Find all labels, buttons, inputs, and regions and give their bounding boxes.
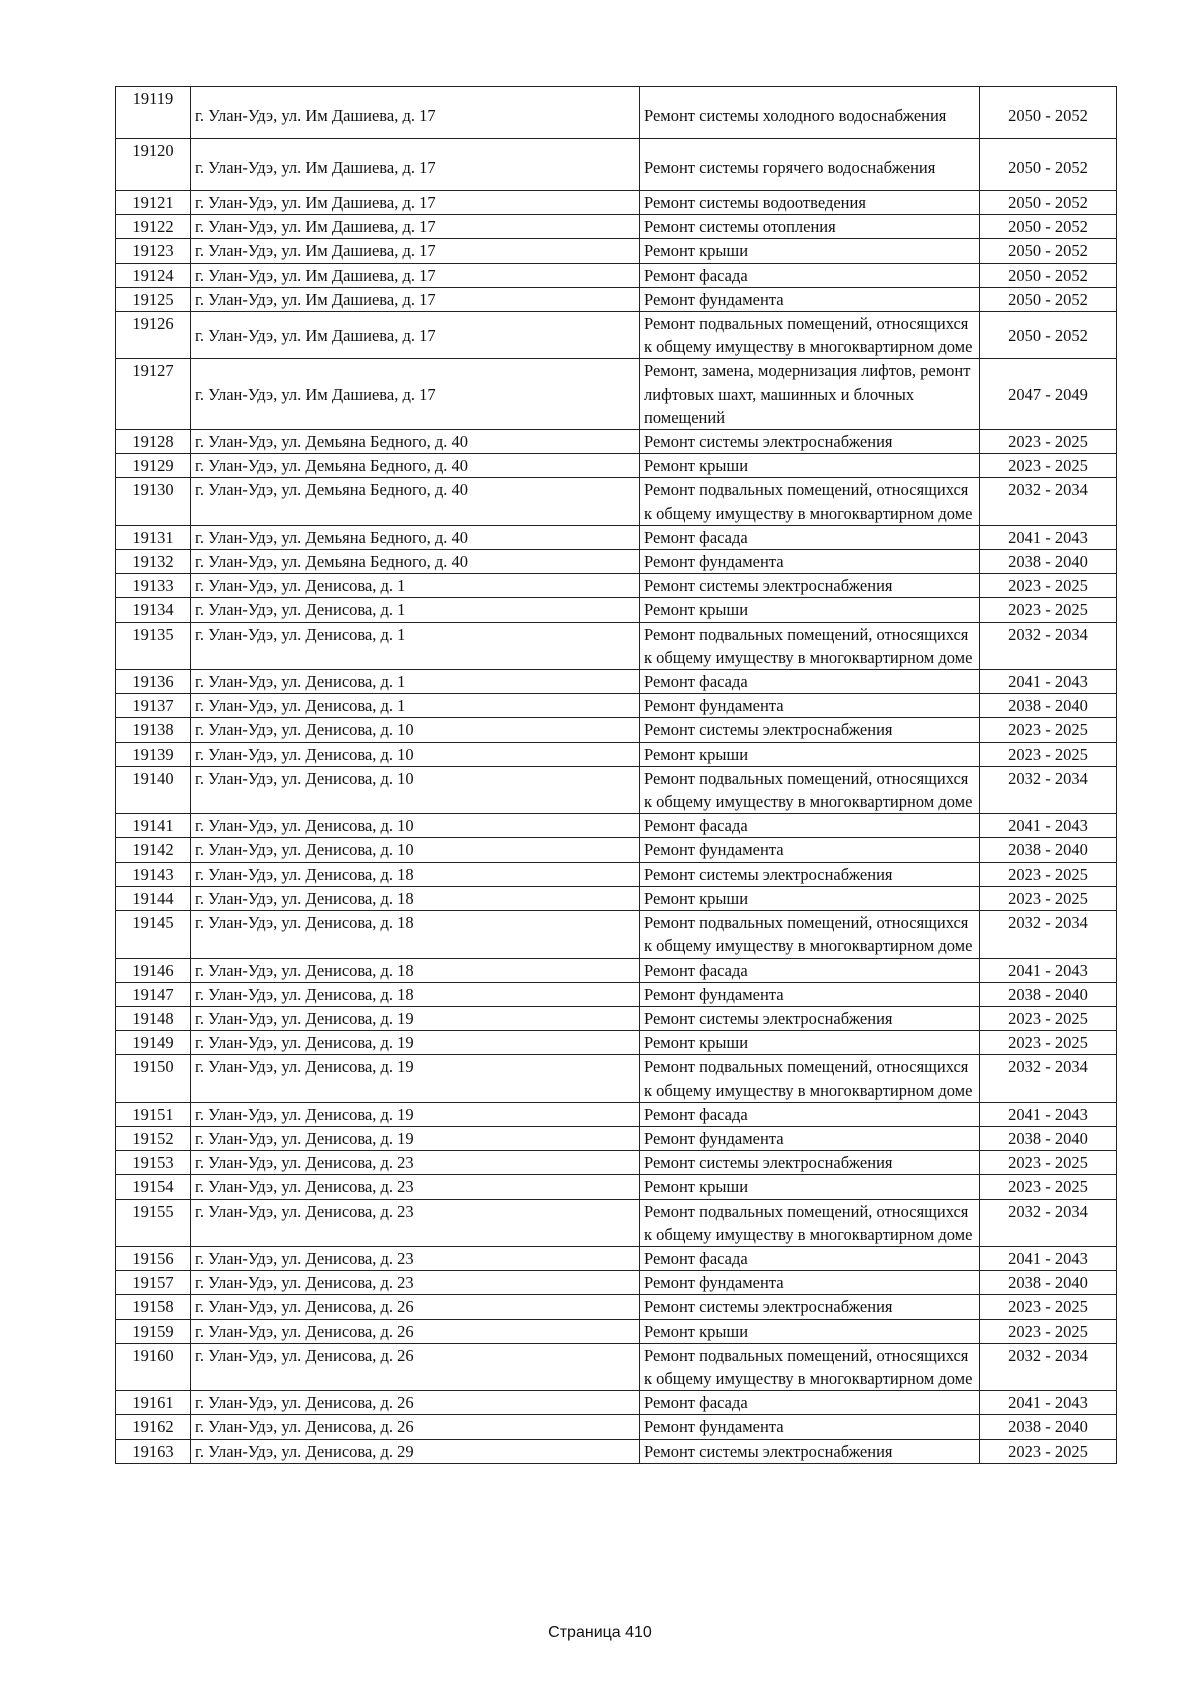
table-row [116,550,1117,574]
address-cell: г. Улан-Удэ, ул. Демьяна Бедного, д. 40 [191,525,640,549]
address-cell: г. Улан-Удэ, ул. Им Дашиева, д. 17 [191,191,640,215]
address-cell: г. Улан-Удэ, ул. Денисова, д. 18 [191,911,640,958]
period-cell: 2038 - 2040 [980,1271,1117,1295]
table-row [116,670,1117,694]
work-type-cell: Ремонт крыши [640,1319,980,1343]
work-type-cell: Ремонт крыши [640,454,980,478]
address-cell: г. Улан-Удэ, ул. Демьяна Бедного, д. 40 [191,550,640,574]
table-row [116,766,1117,813]
period-cell: 2047 - 2049 [980,359,1117,430]
address-cell: г. Улан-Удэ, ул. Им Дашиева, д. 17 [191,312,640,359]
work-type-cell: Ремонт фасада [640,814,980,838]
period-cell: 2041 - 2043 [980,814,1117,838]
table-row [116,191,1117,215]
work-type-cell: Ремонт крыши [640,742,980,766]
period-cell: 2023 - 2025 [980,718,1117,742]
period-cell: 2038 - 2040 [980,550,1117,574]
work-type-cell: Ремонт системы горячего водоснабжения [640,139,980,191]
row-number-cell: 19135 [116,622,191,669]
row-number-cell: 19130 [116,478,191,525]
work-type-cell: Ремонт фундамента [640,287,980,311]
row-number-cell: 19128 [116,430,191,454]
table-row [116,263,1117,287]
table-row [116,215,1117,239]
row-number-cell: 19163 [116,1439,191,1463]
period-cell: 2032 - 2034 [980,622,1117,669]
work-type-cell: Ремонт подвальных помещений, относящихся к общему имуществу в многоквартирном доме [640,478,980,525]
work-type-cell: Ремонт фундамента [640,838,980,862]
period-cell: 2050 - 2052 [980,139,1117,191]
work-type-cell: Ремонт крыши [640,598,980,622]
work-type-cell: Ремонт фундамента [640,694,980,718]
table-row [116,1391,1117,1415]
row-number-cell: 19141 [116,814,191,838]
row-number-cell: 19152 [116,1126,191,1150]
row-number-cell: 19143 [116,862,191,886]
table-body [116,87,1117,1464]
work-type-cell: Ремонт фундамента [640,982,980,1006]
period-cell: 2050 - 2052 [980,312,1117,359]
row-number-cell: 19146 [116,958,191,982]
row-number-cell: 19150 [116,1055,191,1102]
row-number-cell: 19137 [116,694,191,718]
address-cell: г. Улан-Удэ, ул. Денисова, д. 1 [191,670,640,694]
table-row [116,1055,1117,1102]
table-row [116,1031,1117,1055]
work-type-cell: Ремонт подвальных помещений, относящихся к общему имуществу в многоквартирном доме [640,312,980,359]
period-cell: 2050 - 2052 [980,287,1117,311]
work-type-cell: Ремонт фундамента [640,1126,980,1150]
table-row [116,1439,1117,1463]
period-cell: 2023 - 2025 [980,1151,1117,1175]
row-number-cell: 19160 [116,1343,191,1390]
work-type-cell: Ремонт подвальных помещений, относящихся к общему имуществу в многоквартирном доме [640,1199,980,1246]
table-row [116,87,1117,139]
work-type-cell: Ремонт системы отопления [640,215,980,239]
table-row [116,1175,1117,1199]
address-cell: г. Улан-Удэ, ул. Денисова, д. 23 [191,1246,640,1270]
address-cell: г. Улан-Удэ, ул. Денисова, д. 10 [191,838,640,862]
address-cell: г. Улан-Удэ, ул. Им Дашиева, д. 17 [191,359,640,430]
row-number-cell: 19140 [116,766,191,813]
period-cell: 2038 - 2040 [980,982,1117,1006]
row-number-cell: 19155 [116,1199,191,1246]
table-row [116,1151,1117,1175]
period-cell: 2038 - 2040 [980,1126,1117,1150]
address-cell: г. Улан-Удэ, ул. Демьяна Бедного, д. 40 [191,478,640,525]
row-number-cell: 19122 [116,215,191,239]
period-cell: 2050 - 2052 [980,215,1117,239]
address-cell: г. Улан-Удэ, ул. Им Дашиева, д. 17 [191,215,640,239]
period-cell: 2041 - 2043 [980,1102,1117,1126]
row-number-cell: 19153 [116,1151,191,1175]
table-row [116,1415,1117,1439]
table-row [116,1343,1117,1390]
row-number-cell: 19126 [116,312,191,359]
period-cell: 2050 - 2052 [980,191,1117,215]
work-type-cell: Ремонт системы электроснабжения [640,1439,980,1463]
table-row [116,430,1117,454]
work-type-cell: Ремонт фундамента [640,1271,980,1295]
row-number-cell: 19132 [116,550,191,574]
work-type-cell: Ремонт системы электроснабжения [640,430,980,454]
address-cell: г. Улан-Удэ, ул. Денисова, д. 10 [191,814,640,838]
work-type-cell: Ремонт системы холодного водоснабжения [640,87,980,139]
period-cell: 2050 - 2052 [980,263,1117,287]
row-number-cell: 19121 [116,191,191,215]
table-row [116,1102,1117,1126]
period-cell: 2038 - 2040 [980,694,1117,718]
work-type-cell: Ремонт фасада [640,525,980,549]
table-row [116,911,1117,958]
period-cell: 2023 - 2025 [980,574,1117,598]
row-number-cell: 19144 [116,886,191,910]
table-row [116,239,1117,263]
address-cell: г. Улан-Удэ, ул. Денисова, д. 26 [191,1415,640,1439]
work-type-cell: Ремонт системы электроснабжения [640,574,980,598]
period-cell: 2032 - 2034 [980,1199,1117,1246]
period-cell: 2038 - 2040 [980,838,1117,862]
period-cell: 2041 - 2043 [980,958,1117,982]
table-row [116,862,1117,886]
work-type-cell: Ремонт системы электроснабжения [640,718,980,742]
row-number-cell: 19154 [116,1175,191,1199]
row-number-cell: 19120 [116,139,191,191]
address-cell: г. Улан-Удэ, ул. Денисова, д. 26 [191,1295,640,1319]
address-cell: г. Улан-Удэ, ул. Им Дашиева, д. 17 [191,139,640,191]
row-number-cell: 19131 [116,525,191,549]
row-number-cell: 19162 [116,1415,191,1439]
period-cell: 2050 - 2052 [980,87,1117,139]
row-number-cell: 19129 [116,454,191,478]
work-type-cell: Ремонт фасада [640,1391,980,1415]
table-row [116,454,1117,478]
period-cell: 2023 - 2025 [980,742,1117,766]
work-type-cell: Ремонт системы электроснабжения [640,1295,980,1319]
work-type-cell: Ремонт подвальных помещений, относящихся к общему имуществу в многоквартирном доме [640,1055,980,1102]
row-number-cell: 19147 [116,982,191,1006]
row-number-cell: 19159 [116,1319,191,1343]
period-cell: 2038 - 2040 [980,1415,1117,1439]
work-type-cell: Ремонт подвальных помещений, относящихся к общему имуществу в многоквартирном доме [640,1343,980,1390]
work-type-cell: Ремонт фундамента [640,550,980,574]
table-row [116,1271,1117,1295]
period-cell: 2041 - 2043 [980,1391,1117,1415]
address-cell: г. Улан-Удэ, ул. Денисова, д. 26 [191,1343,640,1390]
period-cell: 2023 - 2025 [980,862,1117,886]
work-type-cell: Ремонт системы электроснабжения [640,862,980,886]
period-cell: 2023 - 2025 [980,454,1117,478]
period-cell: 2023 - 2025 [980,1175,1117,1199]
work-type-cell: Ремонт фундамента [640,1415,980,1439]
row-number-cell: 19142 [116,838,191,862]
work-type-cell: Ремонт фасада [640,1102,980,1126]
table-row [116,312,1117,359]
table-row [116,1006,1117,1030]
table-row [116,718,1117,742]
row-number-cell: 19156 [116,1246,191,1270]
row-number-cell: 19148 [116,1006,191,1030]
row-number-cell: 19145 [116,911,191,958]
row-number-cell: 19158 [116,1295,191,1319]
address-cell: г. Улан-Удэ, ул. Им Дашиева, д. 17 [191,287,640,311]
row-number-cell: 19157 [116,1271,191,1295]
table-row [116,478,1117,525]
row-number-cell: 19123 [116,239,191,263]
address-cell: г. Улан-Удэ, ул. Денисова, д. 19 [191,1102,640,1126]
address-cell: г. Улан-Удэ, ул. Денисова, д. 23 [191,1175,640,1199]
row-number-cell: 19161 [116,1391,191,1415]
address-cell: г. Улан-Удэ, ул. Денисова, д. 18 [191,886,640,910]
table-row [116,694,1117,718]
address-cell: г. Улан-Удэ, ул. Денисова, д. 1 [191,598,640,622]
period-cell: 2023 - 2025 [980,1295,1117,1319]
period-cell: 2023 - 2025 [980,1031,1117,1055]
address-cell: г. Улан-Удэ, ул. Демьяна Бедного, д. 40 [191,430,640,454]
address-cell: г. Улан-Удэ, ул. Денисова, д. 1 [191,574,640,598]
table-row [116,886,1117,910]
table-row [116,287,1117,311]
work-type-cell: Ремонт системы водоотведения [640,191,980,215]
address-cell: г. Улан-Удэ, ул. Денисова, д. 19 [191,1006,640,1030]
period-cell: 2032 - 2034 [980,911,1117,958]
address-cell: г. Улан-Удэ, ул. Денисова, д. 19 [191,1055,640,1102]
address-cell: г. Улан-Удэ, ул. Денисова, д. 29 [191,1439,640,1463]
table-row [116,1199,1117,1246]
table-row [116,958,1117,982]
period-cell: 2032 - 2034 [980,1343,1117,1390]
table-row [116,139,1117,191]
table-row [116,742,1117,766]
table-row [116,1295,1117,1319]
work-type-cell: Ремонт фасада [640,670,980,694]
period-cell: 2023 - 2025 [980,1319,1117,1343]
row-number-cell: 19136 [116,670,191,694]
work-type-cell: Ремонт подвальных помещений, относящихся к общему имуществу в многоквартирном доме [640,766,980,813]
address-cell: г. Улан-Удэ, ул. Денисова, д. 10 [191,766,640,813]
address-cell: г. Улан-Удэ, ул. Им Дашиева, д. 17 [191,239,640,263]
period-cell: 2023 - 2025 [980,598,1117,622]
table-row [116,359,1117,430]
row-number-cell: 19139 [116,742,191,766]
table-row [116,574,1117,598]
work-type-cell: Ремонт крыши [640,886,980,910]
work-type-cell: Ремонт фасада [640,263,980,287]
row-number-cell: 19134 [116,598,191,622]
table-row [116,598,1117,622]
address-cell: г. Улан-Удэ, ул. Денисова, д. 1 [191,694,640,718]
address-cell: г. Улан-Удэ, ул. Им Дашиева, д. 17 [191,263,640,287]
work-type-cell: Ремонт системы электроснабжения [640,1151,980,1175]
address-cell: г. Улан-Удэ, ул. Денисова, д. 26 [191,1391,640,1415]
address-cell: г. Улан-Удэ, ул. Денисова, д. 10 [191,718,640,742]
period-cell: 2050 - 2052 [980,239,1117,263]
row-number-cell: 19119 [116,87,191,139]
work-type-cell: Ремонт крыши [640,1031,980,1055]
address-cell: г. Улан-Удэ, ул. Денисова, д. 1 [191,622,640,669]
row-number-cell: 19125 [116,287,191,311]
address-cell: г. Улан-Удэ, ул. Денисова, д. 26 [191,1319,640,1343]
address-cell: г. Улан-Удэ, ул. Денисова, д. 23 [191,1151,640,1175]
row-number-cell: 19127 [116,359,191,430]
address-cell: г. Улан-Удэ, ул. Денисова, д. 18 [191,862,640,886]
table-row [116,814,1117,838]
address-cell: г. Улан-Удэ, ул. Денисова, д. 10 [191,742,640,766]
period-cell: 2023 - 2025 [980,1006,1117,1030]
period-cell: 2041 - 2043 [980,1246,1117,1270]
work-type-cell: Ремонт фасада [640,958,980,982]
address-cell: г. Улан-Удэ, ул. Денисова, д. 23 [191,1199,640,1246]
work-type-cell: Ремонт подвальных помещений, относящихся к общему имуществу в многоквартирном доме [640,622,980,669]
address-cell: г. Улан-Удэ, ул. Им Дашиева, д. 17 [191,87,640,139]
work-type-cell: Ремонт крыши [640,1175,980,1199]
row-number-cell: 19124 [116,263,191,287]
row-number-cell: 19133 [116,574,191,598]
work-type-cell: Ремонт системы электроснабжения [640,1006,980,1030]
repair-schedule-table [115,86,1117,1464]
table-row [116,525,1117,549]
address-cell: г. Улан-Удэ, ул. Денисова, д. 18 [191,982,640,1006]
period-cell: 2032 - 2034 [980,766,1117,813]
work-type-cell: Ремонт фасада [640,1246,980,1270]
period-cell: 2032 - 2034 [980,1055,1117,1102]
work-type-cell: Ремонт крыши [640,239,980,263]
period-cell: 2023 - 2025 [980,886,1117,910]
table-row [116,1246,1117,1270]
table-row [116,622,1117,669]
table-row [116,838,1117,862]
table-row [116,1319,1117,1343]
table-row [116,982,1117,1006]
row-number-cell: 19151 [116,1102,191,1126]
address-cell: г. Улан-Удэ, ул. Денисова, д. 18 [191,958,640,982]
period-cell: 2023 - 2025 [980,1439,1117,1463]
address-cell: г. Улан-Удэ, ул. Денисова, д. 19 [191,1126,640,1150]
work-type-cell: Ремонт, замена, модернизация лифтов, ремонт лифтовых шахт, машинных и блочных помещений [640,359,980,430]
address-cell: г. Улан-Удэ, ул. Демьяна Бедного, д. 40 [191,454,640,478]
period-cell: 2041 - 2043 [980,525,1117,549]
address-cell: г. Улан-Удэ, ул. Денисова, д. 19 [191,1031,640,1055]
work-type-cell: Ремонт подвальных помещений, относящихся к общему имуществу в многоквартирном доме [640,911,980,958]
period-cell: 2032 - 2034 [980,478,1117,525]
address-cell: г. Улан-Удэ, ул. Денисова, д. 23 [191,1271,640,1295]
repair-schedule-sheet [115,86,1117,1464]
period-cell: 2023 - 2025 [980,430,1117,454]
page-number: Страница 410 [548,1624,652,1641]
table-row [116,1126,1117,1150]
row-number-cell: 19138 [116,718,191,742]
period-cell: 2041 - 2043 [980,670,1117,694]
row-number-cell: 19149 [116,1031,191,1055]
